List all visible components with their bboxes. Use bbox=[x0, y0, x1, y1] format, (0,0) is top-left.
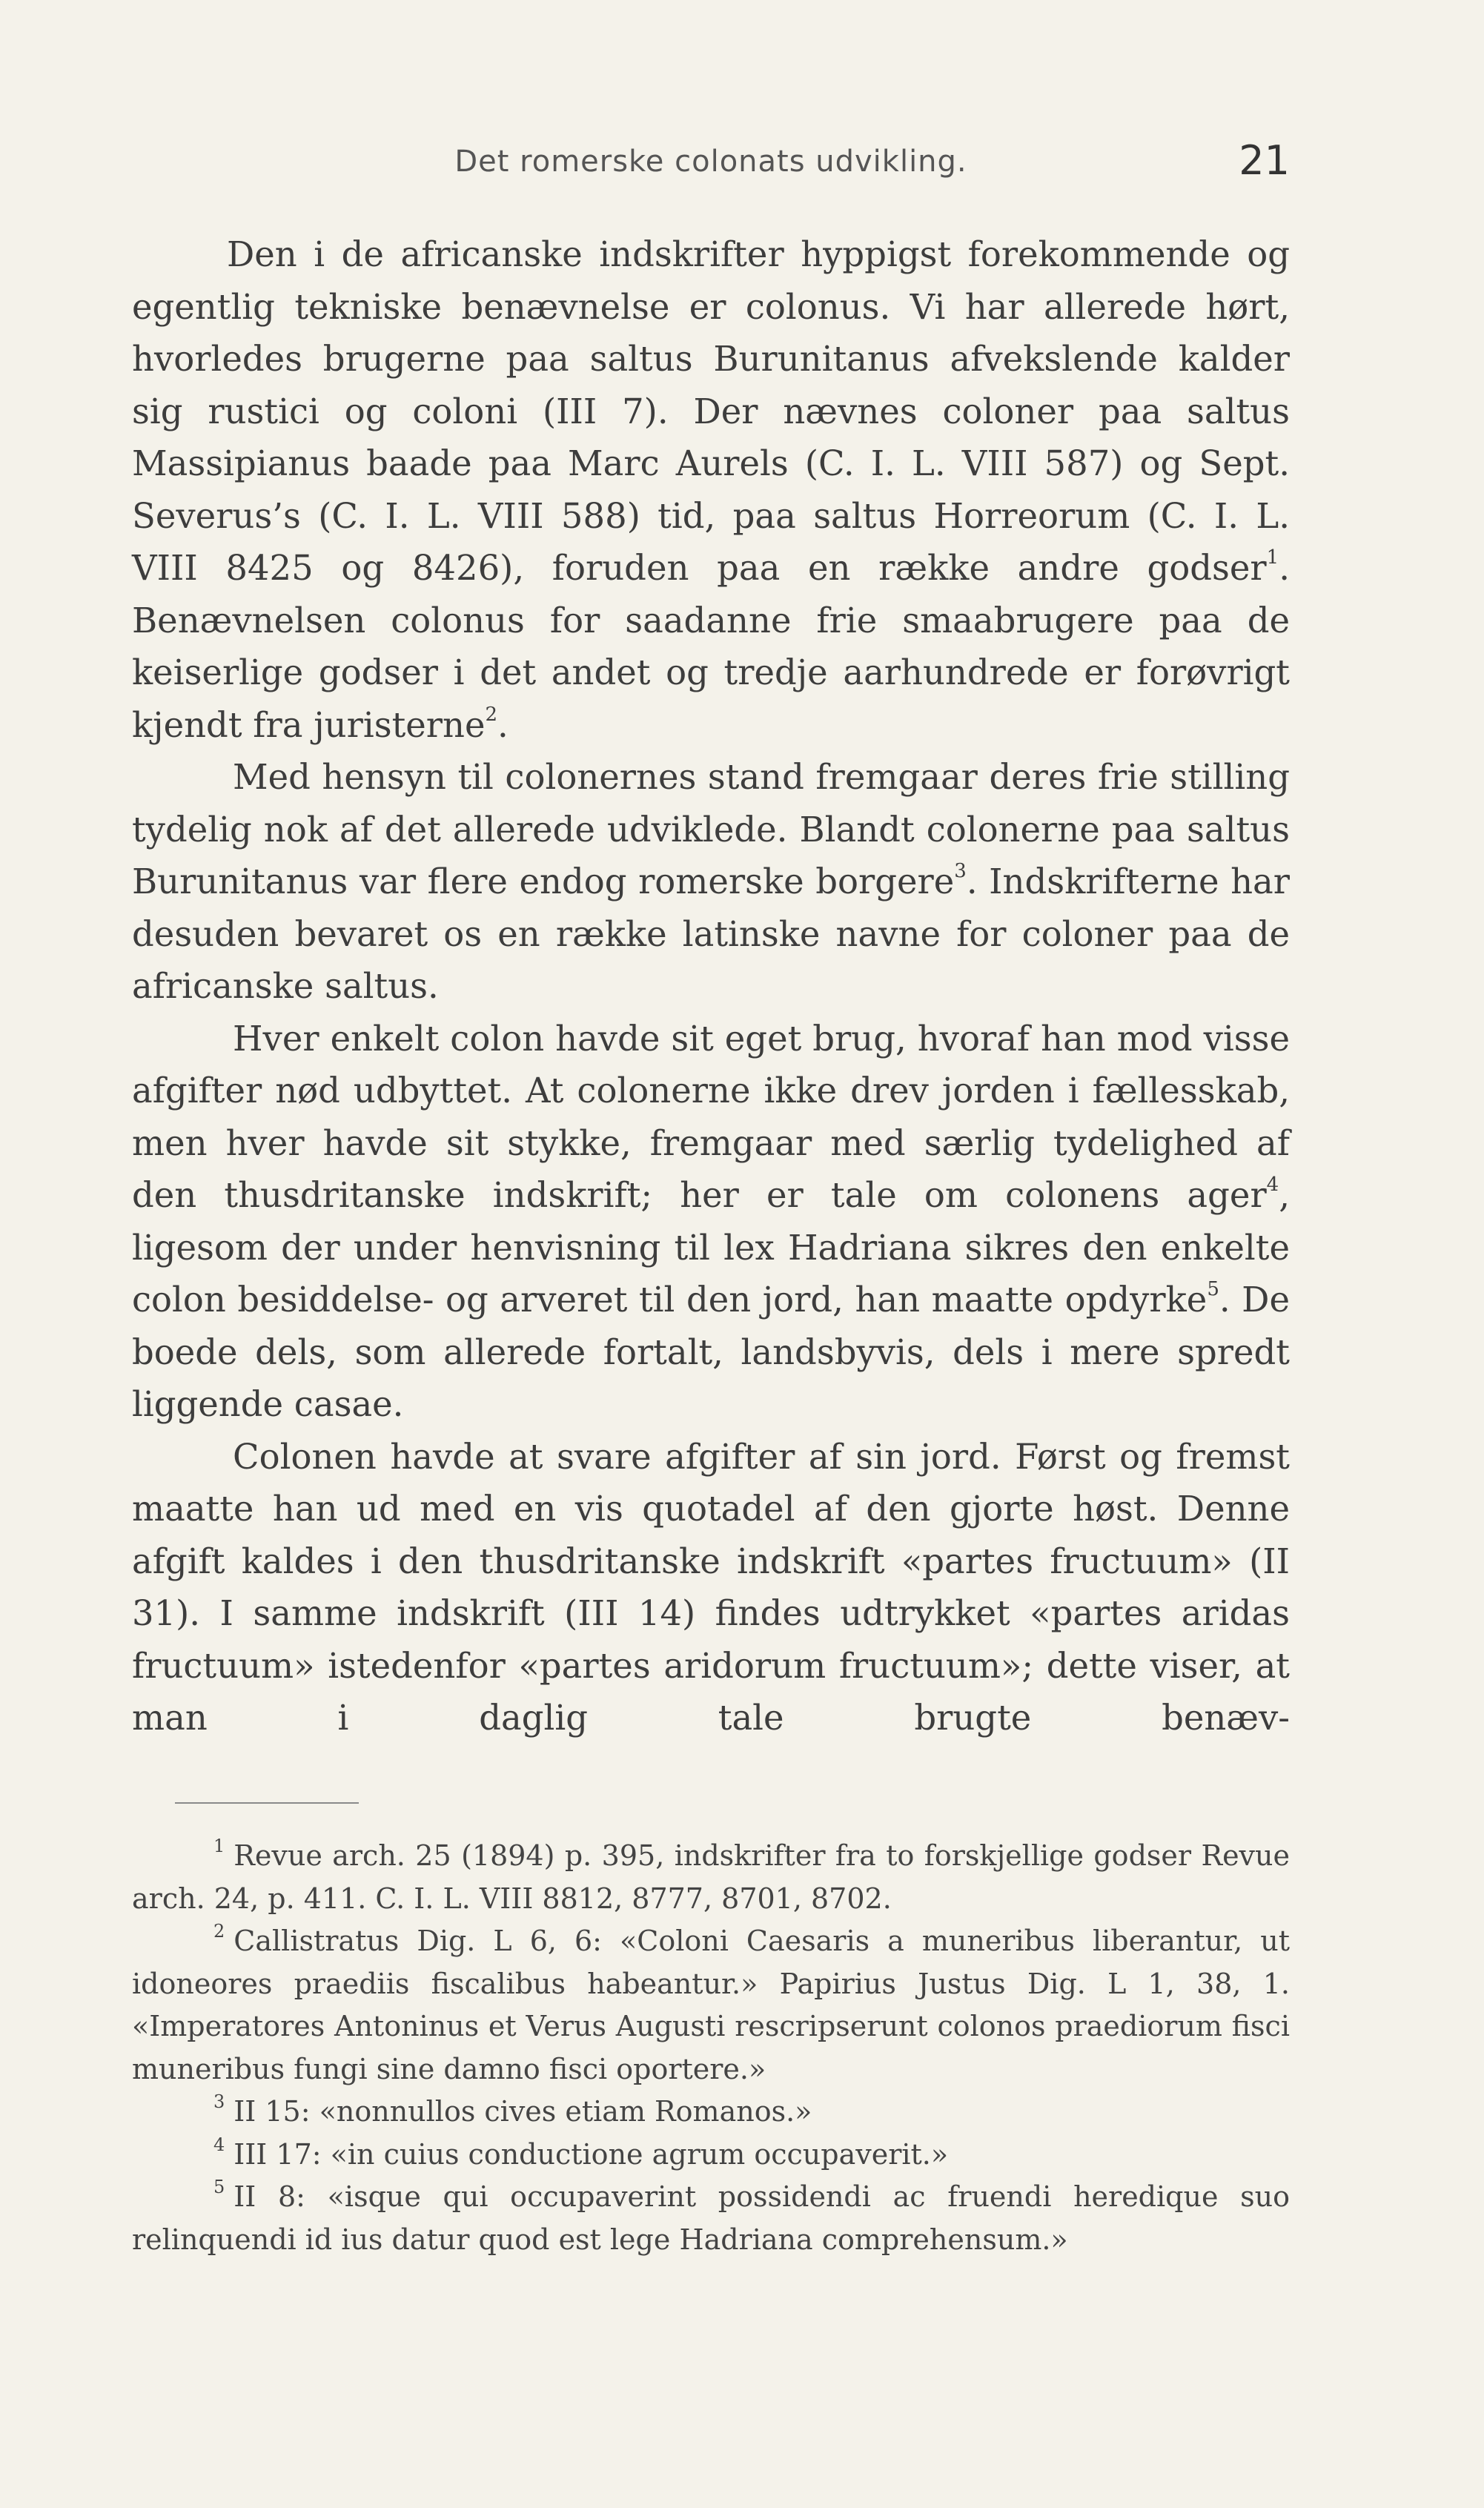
footnote-ref-2: 2 bbox=[485, 703, 498, 726]
footnote-marker: 5 bbox=[213, 2177, 225, 2197]
footnote-separator bbox=[175, 1802, 359, 1804]
paragraph-1 bbox=[132, 228, 1290, 751]
footnote-text: III 17: «in cuius conductione agrum occupaverit.» bbox=[233, 2137, 949, 2171]
footnote-5 bbox=[132, 2176, 1290, 2261]
footnote-text: II 8: «isque qui occupaverint possidendi ac fruendi heredique suo relinquendi id ius datur quod est lege Hadriana comprehensum.» bbox=[132, 2180, 1290, 2256]
text-run: , ligesom der under henvisning til lex Hadriana sikres den enkelte colon besiddelse- og arveret til den jord, han maatte opdyrke bbox=[132, 1175, 1290, 1320]
paragraph-4 bbox=[132, 1431, 1290, 1744]
footnote-2 bbox=[132, 1920, 1290, 2091]
paragraph-3 bbox=[132, 1013, 1290, 1431]
footnote-4 bbox=[132, 2134, 1290, 2177]
text-run: . bbox=[497, 704, 509, 745]
footnote-text: Callistratus Dig. L 6, 6: «Coloni Caesaris a muneribus liberantur, ut idoneores praediis fiscalibus habeantur.» Papirius Justus Dig. L 1, 38, 1. «Imperatores Antoninus et Verus Augusti rescripserunt colonos praediorum fisci muneribus fungi sine damno fisci oportere.» bbox=[132, 1925, 1290, 2085]
footnote-marker: 3 bbox=[213, 2091, 225, 2112]
footnote-3 bbox=[132, 2091, 1290, 2134]
text-run: Den i de africanske indskrifter hyppigst forekommende og egentlig tekniske benævnelse er colonus. Vi har allerede hørt, hvorledes brugerne paa saltus Burunitanus afvekslende kalder sig rustici og coloni (III 7). Der nævnes coloner paa saltus Massipianus baade paa Marc Aurels (C. I. L. VIII 587) og Sept. Severus’s (C. I. L. VIII 588) tid, paa saltus Horreorum (C. I. L. VIII 8425 og 8426), foruden paa en række andre godser bbox=[132, 234, 1290, 588]
footnote-marker: 2 bbox=[213, 1921, 225, 1942]
footnotes bbox=[132, 1835, 1290, 2261]
page-header bbox=[132, 137, 1290, 204]
footnote-marker: 1 bbox=[213, 1836, 225, 1856]
text-run: Med hensyn til colonernes stand fremgaar deres frie stilling tydelig nok af det allerede udviklede. Blandt colonerne paa saltus Burunitanus var flere endog romerske borgere bbox=[132, 757, 1290, 901]
footnote-ref-4: 4 bbox=[1266, 1174, 1279, 1196]
footnote-ref-1: 1 bbox=[1266, 546, 1279, 569]
footnote-text: II 15: «nonnullos cives etiam Romanos.» bbox=[233, 2095, 812, 2128]
footnote-ref-5: 5 bbox=[1207, 1278, 1219, 1300]
main-text bbox=[132, 228, 1290, 1744]
text-run: . Benævnelsen colonus for saadanne frie smaabrugere paa de keiserlige godser i det andet og tredje aarhundrede er forøvrigt kjendt fra juristerne bbox=[132, 548, 1290, 745]
text-run: . De boede dels, som allerede fortalt, landsbyvis, dels i mere spredt liggende casae. bbox=[132, 1280, 1290, 1424]
text-run: Colonen havde at svare afgifter af sin jord. Først og fremst maatte han ud med en vis quotadel af den gjorte høst. Denne afgift kaldes i den thusdritanske indskrift «partes fructuum» (II 31). I samme indskrift (III 14) findes udtrykket «partes aridas fructuum» istedenfor «partes aridorum fructuum»; dette viser, at man i daglig tale brugte benæv- bbox=[132, 1436, 1290, 1738]
running-title: Det romerske colonats udvikling. bbox=[454, 145, 967, 179]
paragraph-2 bbox=[132, 751, 1290, 1013]
footnote-1 bbox=[132, 1835, 1290, 1920]
footnote-ref-3: 3 bbox=[954, 860, 967, 882]
footnote-text: Revue arch. 25 (1894) p. 395, indskrifter fra to forskjellige godser Revue arch. 24, p. 411. C. I. L. VIII 8812, 8777, 8701, 8702. bbox=[132, 1839, 1290, 1915]
text-run: . Indskrifterne har desuden bevaret os en række latinske navne for coloner paa de africanske saltus. bbox=[132, 861, 1290, 1006]
text-run: Hver enkelt colon havde sit eget brug, hvoraf han mod visse afgifter nød udbyttet. At colonerne ikke drev jorden i fællesskab, men hver havde sit stykke, fremgaar med særlig tydelighed af den thusdritanske indskrift; her er tale om colonens ager bbox=[132, 1018, 1290, 1215]
footnote-marker: 4 bbox=[213, 2134, 225, 2155]
page-number: 21 bbox=[1239, 137, 1290, 184]
